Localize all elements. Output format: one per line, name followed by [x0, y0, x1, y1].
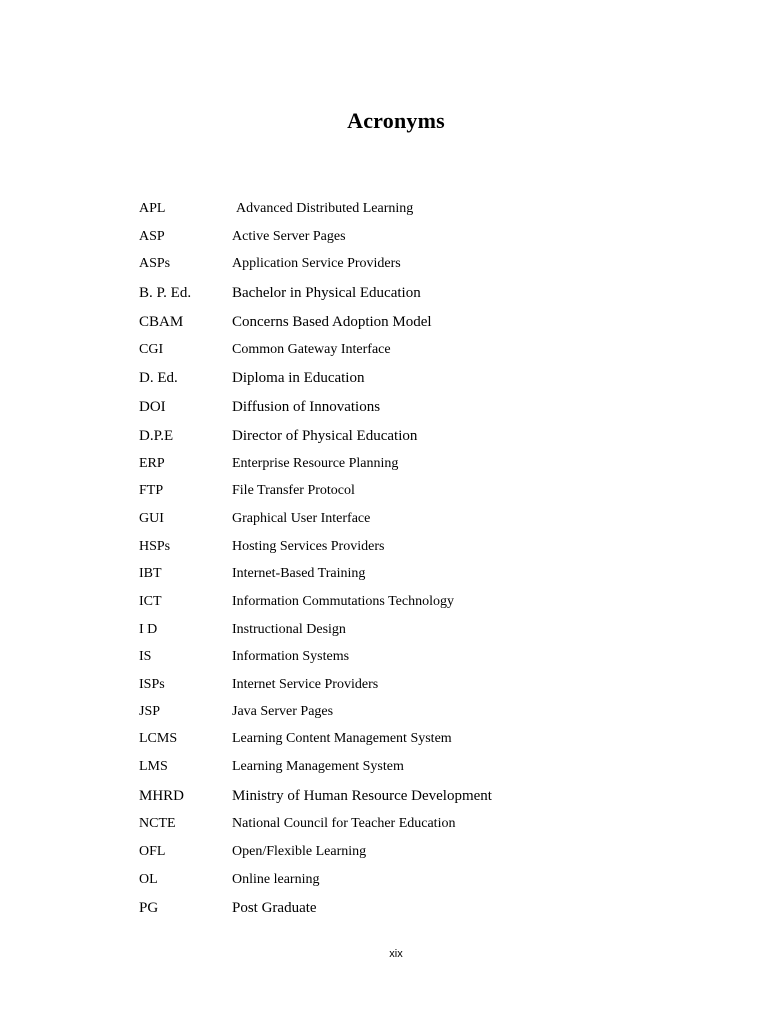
acronym-expansion: Application Service Providers: [232, 256, 401, 271]
acronym-expansion: National Council for Teacher Education: [232, 816, 456, 831]
acronym-abbreviation: ERP: [139, 456, 165, 471]
acronym-abbreviation: APL: [139, 201, 166, 216]
acronym-row: [139, 647, 699, 667]
page-number: xix: [389, 948, 403, 960]
acronym-expansion: Ministry of Human Resource Development: [232, 788, 492, 804]
acronym-abbreviation: JSP: [139, 704, 161, 719]
acronym-expansion: Internet Service Providers: [232, 677, 379, 692]
acronym-expansion: Information Commutations Technology: [232, 594, 454, 609]
acronym-expansion: Enterprise Resource Planning: [232, 456, 399, 471]
acronym-expansion: Advanced Distributed Learning: [236, 201, 414, 216]
acronym-row: [139, 675, 699, 695]
acronym-abbreviation: PG: [139, 900, 159, 916]
acronym-row: [139, 620, 699, 640]
acronym-row: [139, 254, 699, 274]
acronym-abbreviation: LCMS: [139, 731, 178, 746]
acronym-row: [139, 757, 699, 777]
acronym-expansion: Diploma in Education: [232, 370, 365, 386]
acronym-expansion: Graphical User Interface: [232, 511, 371, 526]
acronym-abbreviation: ICT: [139, 594, 162, 609]
acronym-expansion: Hosting Services Providers: [232, 539, 385, 554]
acronym-row: [139, 564, 699, 584]
acronym-abbreviation: IS: [139, 649, 152, 664]
acronym-abbreviation: CBAM: [139, 314, 184, 330]
acronym-row: [139, 592, 699, 612]
acronym-expansion: Open/Flexible Learning: [232, 844, 367, 859]
acronym-abbreviation: HSPs: [139, 539, 171, 554]
acronym-abbreviation: B. P. Ed.: [139, 285, 192, 301]
acronym-row: [139, 814, 699, 834]
acronym-abbreviation: GUI: [139, 511, 164, 526]
acronym-row: [139, 509, 699, 529]
acronym-abbreviation: ASP: [139, 229, 165, 244]
acronym-expansion: Instructional Design: [232, 622, 346, 637]
acronym-abbreviation: MHRD: [139, 788, 185, 804]
acronym-abbreviation: OFL: [139, 844, 166, 859]
acronym-expansion: File Transfer Protocol: [232, 483, 355, 498]
acronym-expansion: Internet-Based Training: [232, 566, 366, 581]
acronym-abbreviation: IBT: [139, 566, 162, 581]
acronym-row: [139, 786, 699, 806]
acronym-expansion: Post Graduate: [232, 900, 317, 916]
acronym-row: [139, 340, 699, 360]
acronym-row: [139, 397, 699, 417]
acronym-row: [139, 283, 699, 303]
acronym-expansion: Diffusion of Innovations: [232, 399, 381, 415]
acronym-abbreviation: CGI: [139, 342, 164, 357]
acronym-abbreviation: OL: [139, 872, 158, 887]
acronym-expansion: Active Server Pages: [232, 229, 346, 244]
acronym-expansion: Information Systems: [232, 649, 350, 664]
acronym-abbreviation: I D: [139, 622, 158, 637]
acronym-row: [139, 537, 699, 557]
acronym-abbreviation: D.P.E: [139, 428, 174, 444]
acronym-abbreviation: NCTE: [139, 816, 176, 831]
acronym-row: [139, 898, 699, 918]
acronym-abbreviation: D. Ed.: [139, 370, 178, 386]
acronym-expansion: Online learning: [232, 872, 320, 887]
page-title: Acronyms: [347, 108, 445, 133]
acronym-row: [139, 481, 699, 501]
acronym-row: [139, 426, 699, 446]
acronym-expansion: Bachelor in Physical Education: [232, 285, 421, 301]
acronym-abbreviation: FTP: [139, 483, 164, 498]
acronym-row: [139, 199, 699, 219]
acronym-expansion: Java Server Pages: [232, 704, 334, 719]
acronym-row: [139, 227, 699, 247]
acronym-row: [139, 368, 699, 388]
acronym-abbreviation: ASPs: [139, 256, 171, 271]
acronym-abbreviation: ISPs: [139, 677, 165, 692]
acronym-row: [139, 842, 699, 862]
acronym-expansion: Concerns Based Adoption Model: [232, 314, 432, 330]
acronym-row: [139, 702, 699, 722]
acronym-expansion: Director of Physical Education: [232, 428, 418, 444]
acronym-row: [139, 729, 699, 749]
acronym-row: [139, 870, 699, 890]
acronym-row: [139, 312, 699, 332]
acronym-expansion: Learning Management System: [232, 759, 404, 774]
acronym-expansion: Common Gateway Interface: [232, 342, 391, 357]
acronym-abbreviation: DOI: [139, 399, 166, 415]
acronym-abbreviation: LMS: [139, 759, 168, 774]
acronym-expansion: Learning Content Management System: [232, 731, 452, 746]
acronym-row: [139, 454, 699, 474]
